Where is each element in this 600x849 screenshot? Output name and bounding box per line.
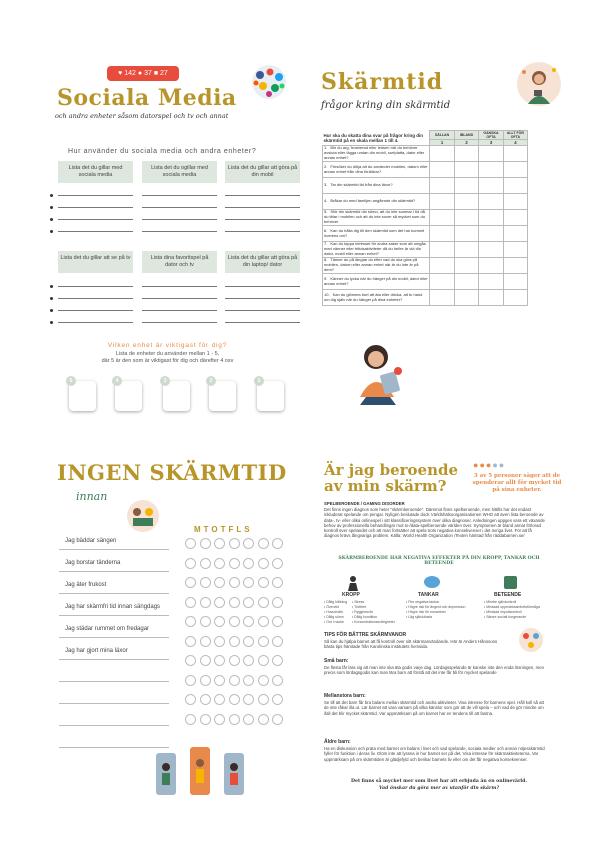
answer-line[interactable] xyxy=(58,219,133,220)
col-allt-for-ofta: ALLT FÖR OFTA xyxy=(503,131,527,140)
kropp-item: • Dålig kondition xyxy=(352,615,378,619)
mellan-title: Mellanstora barn: xyxy=(324,693,366,699)
thought-bubble-icon xyxy=(423,575,441,590)
people-icon-row xyxy=(473,460,505,470)
table-row xyxy=(323,226,528,242)
answer-line[interactable] xyxy=(58,298,133,299)
person-icon: ● xyxy=(485,460,493,470)
col-ganska-ofta: GANSKA OFTA xyxy=(479,131,504,140)
rank-heading: Vilken enhet är viktigast för dig? xyxy=(107,342,228,349)
table-row xyxy=(323,178,528,194)
rating-cell[interactable] xyxy=(503,178,527,194)
bullet-dot xyxy=(50,309,53,312)
answer-line[interactable] xyxy=(225,286,300,287)
scale-2: 2 xyxy=(454,140,478,146)
sociala-subtitle: och andra enheter såsom datorspel och tv och annat xyxy=(55,112,229,120)
checkbox-circle[interactable] xyxy=(272,636,283,647)
question-number: 7. xyxy=(324,241,328,247)
task-label: Jag bäddar sängen xyxy=(65,538,117,544)
answer-line[interactable] xyxy=(142,286,217,287)
beteende-item: • Sämre socialt fungerande xyxy=(484,615,527,619)
checkbox-circle[interactable] xyxy=(185,694,196,705)
answer-line[interactable] xyxy=(58,322,133,323)
task-underline xyxy=(59,593,169,594)
table-row xyxy=(323,146,528,162)
rating-cell[interactable] xyxy=(430,274,455,290)
checkbox-circle[interactable] xyxy=(243,577,254,588)
answer-line[interactable] xyxy=(58,195,133,196)
table-row xyxy=(323,210,528,226)
panel-beroende xyxy=(318,440,570,820)
checkbox-circle[interactable] xyxy=(200,538,211,549)
empty-task-line[interactable] xyxy=(59,703,169,704)
rating-cell[interactable] xyxy=(503,242,527,258)
person-icon: ● xyxy=(137,70,143,77)
checkbox-circle[interactable] xyxy=(185,655,196,666)
checkbox-circle[interactable] xyxy=(258,558,269,569)
col-ibland: IBLAND xyxy=(454,131,478,140)
beroende-title-1: Är jag beroende xyxy=(324,461,459,479)
rating-cell[interactable] xyxy=(454,258,478,274)
rating-cell[interactable] xyxy=(454,162,478,178)
comments-count: 27 xyxy=(160,70,168,77)
ingen-title: INGEN SKÄRMTID xyxy=(57,460,287,485)
task-underline xyxy=(59,637,169,638)
question-number: 3. xyxy=(324,182,328,188)
table-row xyxy=(323,274,528,290)
checkbox-circle[interactable] xyxy=(229,714,240,725)
question-number: 8. xyxy=(324,257,328,263)
sociala-title: Sociala Media xyxy=(57,85,237,111)
answer-line[interactable] xyxy=(142,298,217,299)
checkbox-circle[interactable] xyxy=(272,675,283,686)
sma-text: De flesta får lära sig att man inte ska äta godis varje dag. Lördagsspelande är kanske inte den enda lösningen, men precis som lördagsgodis kan man lära barn att förstå att det inte får bli för mycket spelande xyxy=(324,665,544,676)
kropp-item: • Koncentrationssvårigheter xyxy=(352,620,395,624)
question-cell xyxy=(323,258,430,274)
answer-line[interactable] xyxy=(225,207,300,208)
kropp-item: • Ont i nacke xyxy=(324,620,344,624)
ingen-subtitle: innan xyxy=(76,490,108,503)
answer-line[interactable] xyxy=(225,298,300,299)
beroende-title-2: av min skärm? xyxy=(324,477,447,495)
checkbox-circle[interactable] xyxy=(214,655,225,666)
rating-cell[interactable] xyxy=(479,242,504,258)
section-heading: SPELBEROENDE / GAMING DISORDER xyxy=(324,501,405,506)
checkbox-circle[interactable] xyxy=(243,616,254,627)
checkbox-circle[interactable] xyxy=(185,616,196,627)
rank-text-1: Lista de enheter du använder mellan 1 - 5, xyxy=(115,351,220,357)
answer-line[interactable] xyxy=(142,207,217,208)
rating-cell[interactable] xyxy=(430,210,455,226)
checkbox-circle[interactable] xyxy=(258,655,269,666)
rating-cell[interactable] xyxy=(430,194,455,210)
rating-cell[interactable] xyxy=(503,258,527,274)
question-text: Blir du arg, frustrerad eller ledsen när du behöver avsluta eller lägga undan din mobil, surfplatta, dator eller annan enhet? xyxy=(324,145,425,160)
checkbox-circle[interactable] xyxy=(214,616,225,627)
checkbox-circle[interactable] xyxy=(200,714,211,725)
checkbox-circle[interactable] xyxy=(200,655,211,666)
task-underline xyxy=(59,615,169,616)
checkbox-circle[interactable] xyxy=(243,675,254,686)
checkbox-circle[interactable] xyxy=(243,558,254,569)
checkbox-circle[interactable] xyxy=(258,597,269,608)
beteende-title: BETEENDE xyxy=(494,592,522,598)
person-icon: ● xyxy=(473,460,480,470)
tankar-item: • Högre risk för ensamhet xyxy=(406,610,446,614)
checkbox-circle[interactable] xyxy=(243,597,254,608)
checkbox-circle[interactable] xyxy=(200,597,211,608)
checkbox-circle[interactable] xyxy=(229,636,240,647)
rating-cell[interactable] xyxy=(479,226,504,242)
kropp-item: • Huvudvärk xyxy=(324,610,343,614)
task-label: Jag borstar tänderna xyxy=(65,560,121,566)
question-cell xyxy=(323,210,430,226)
checkbox-circle[interactable] xyxy=(258,694,269,705)
task-label: Jag äter frukost xyxy=(65,582,107,588)
rating-cell[interactable] xyxy=(430,178,455,194)
notification-badges xyxy=(107,66,179,81)
tankar-item: • Låg självkänsla xyxy=(406,615,433,619)
kids-reading-illustration xyxy=(123,498,163,534)
checkbox-circle[interactable] xyxy=(229,694,240,705)
scale-3: 3 xyxy=(479,140,504,146)
checkbox-circle[interactable] xyxy=(258,616,269,627)
question-cell xyxy=(323,290,430,306)
answer-line[interactable] xyxy=(142,231,217,232)
checkbox-circle[interactable] xyxy=(272,655,283,666)
tips-intro: Så kan du hjälpa barnet att få kontroll över sitt skärmanvändande. Här är Anders Hånssons bästa tips hämtade från Karolinska institutets hemsida. xyxy=(324,639,498,650)
task-underline xyxy=(59,659,169,660)
rating-cell[interactable] xyxy=(479,178,504,194)
box-mobile: Lista det du gillar att göra på din mobil xyxy=(225,161,300,183)
answer-line[interactable] xyxy=(58,286,133,287)
checkbox-circle[interactable] xyxy=(185,558,196,569)
ranking-card-number: 2 xyxy=(206,376,216,386)
answer-line[interactable] xyxy=(58,207,133,208)
kropp-item: • Ryggbesvär xyxy=(352,610,373,614)
skarmtid-table-wrap xyxy=(322,130,528,306)
checkbox-circle[interactable] xyxy=(272,577,283,588)
kropp-title: KROPP xyxy=(342,592,360,598)
checkbox-circle[interactable] xyxy=(243,538,254,549)
rating-cell[interactable] xyxy=(479,210,504,226)
answer-line[interactable] xyxy=(225,310,300,311)
mellan-text: Se till att det barn får bra balans mellan skärmtid och andra aktiviteter. Visa intresse för barnens spel. Håll koll så att de inte råkar illa ut. Lär barnet att vara varsam på vilka känslor som gör att de vill spela – och vad de gör mindre om ifall det blir mycket skärmtid. Var uppmärksam på om barnet har en tendens till att fastna. xyxy=(324,700,544,716)
intro-text: Det finns ingen diagnos som heter "skärmberoende". Däremot finns spelberoende, men hittills har det endast inkluderat spelande om pengar. Nyligen beslutade dock Världshälsoorganisationen WHO att även lista beroende av data-, tv- eller olika onlinespel i sitt klassificeringssystem över olika diagnoser. Anledningen uppges vara ett växande behov av professionella behandlingar mot tv-/data-spelberoende världen över. Symptomen är bland annat förlorad kontroll över spelandet och att man fortsätter att spela trots negativa konsekvenser i det övriga livet. För att få diagnos krävs långvariga problem. Källa: World Health Organization /Texten hämtad från räddabarnen.se/ xyxy=(324,507,545,539)
rating-cell[interactable] xyxy=(430,162,455,178)
person-icon: ● xyxy=(492,460,499,470)
weekday-letters: MTOTFLS xyxy=(194,525,253,534)
box-tv: Lista det du gillar att se på tv xyxy=(58,251,133,273)
checkbox-circle[interactable] xyxy=(214,558,225,569)
task-label: Jag har gjort mina läxor xyxy=(65,648,128,654)
scale-1: 1 xyxy=(430,140,455,146)
question-number: 2. xyxy=(324,163,328,169)
rating-cell[interactable] xyxy=(454,194,478,210)
person-icon: ● xyxy=(479,460,486,470)
skarmtid-title: Skärmtid xyxy=(321,69,444,95)
answer-line[interactable] xyxy=(225,219,300,220)
girl-with-tablet-illustration xyxy=(346,337,411,407)
rating-cell[interactable] xyxy=(479,258,504,274)
panel-ingen-skarmtid xyxy=(35,440,300,820)
checkbox-circle[interactable] xyxy=(258,538,269,549)
checkbox-circle[interactable] xyxy=(200,577,211,588)
checkbox-circle[interactable] xyxy=(258,714,269,725)
question-text: Bråkar du med familjen angående din skärmtid? xyxy=(330,198,416,204)
checkbox-circle[interactable] xyxy=(200,675,211,686)
rating-cell[interactable] xyxy=(430,290,455,306)
checkbox-circle[interactable] xyxy=(258,675,269,686)
checkbox-circle[interactable] xyxy=(229,558,240,569)
rating-cell[interactable] xyxy=(454,226,478,242)
rank-text-2: där 5 är den som är viktigast för dig och därefter 4 osv xyxy=(101,358,234,364)
beteende-item: • Minskad uppmärksamhetsförmåga xyxy=(484,605,540,609)
bullet-dot xyxy=(50,297,53,300)
rating-cell[interactable] xyxy=(430,258,455,274)
scale-4: 4 xyxy=(503,140,527,146)
likes-count: 142 xyxy=(124,70,136,77)
checkbox-circle[interactable] xyxy=(229,675,240,686)
kropp-item: • Trötthet xyxy=(352,605,367,609)
footer-line-1: Det finns så mycket mer som livet har att erbjuda än en onlinevärld. xyxy=(351,779,527,784)
side-quote: 3 av 5 personer säger att de spenderar allt för mycket tid på sina enheter. xyxy=(472,473,562,493)
checkbox-circle[interactable] xyxy=(229,538,240,549)
rating-cell[interactable] xyxy=(479,290,504,306)
box-games: Lista dina favoritspel på dator och tv xyxy=(142,251,217,273)
kropp-item: • Dålig hållning xyxy=(324,600,348,604)
rating-cell[interactable] xyxy=(454,146,478,162)
question-number: 10. xyxy=(324,291,330,297)
tankar-item: • Högre risk för ångest och depression xyxy=(406,605,466,609)
effects-heading: SKÄRMBEROENDE HAR NEGATIVA EFFEKTER PÅ DIN KROPP, TANKAR OCH BETEENDE xyxy=(338,556,540,567)
checkbox-circle[interactable] xyxy=(272,558,283,569)
kropp-item: • Dålig sömn xyxy=(324,615,344,619)
checkbox-circle[interactable] xyxy=(272,714,283,725)
sma-title: Små barn: xyxy=(324,658,349,664)
checkbox-circle[interactable] xyxy=(243,694,254,705)
panel-skarmtid xyxy=(318,55,570,425)
beteende-item: • Mindre självkontroll xyxy=(484,600,517,604)
answer-line[interactable] xyxy=(225,195,300,196)
checkbox-circle[interactable] xyxy=(185,597,196,608)
checkbox-circle[interactable] xyxy=(272,616,283,627)
rating-cell[interactable] xyxy=(503,274,527,290)
checkbox-circle[interactable] xyxy=(200,616,211,627)
checkbox-circle[interactable] xyxy=(185,636,196,647)
checkbox-circle[interactable] xyxy=(243,636,254,647)
question-cell xyxy=(323,274,430,290)
rating-cell[interactable] xyxy=(479,146,504,162)
skarmtid-table xyxy=(322,130,528,306)
checkbox-circle[interactable] xyxy=(185,577,196,588)
question-text: Stör din skärmtid din sömn, att du inte somnar i tid då du tittar i mobilen och att du inte sover så mycket som du behöver xyxy=(324,209,425,224)
bullet-dot xyxy=(50,218,53,221)
question-cell xyxy=(323,242,430,258)
checkbox-circle[interactable] xyxy=(258,577,269,588)
tankar-title: TANKAR xyxy=(418,592,439,598)
body-icon xyxy=(345,575,361,591)
beteende-item: • Minskad impulskontroll xyxy=(484,610,522,614)
checkbox-circle[interactable] xyxy=(214,577,225,588)
rating-cell[interactable] xyxy=(479,162,504,178)
collaboration-illustration xyxy=(516,626,546,654)
question-text: Kan du tappa intresset för andra saker som att umgås med vänner eller fritidsaktiviteter då du hellre är vid din dator, mobil eller annan enhet? xyxy=(324,241,426,256)
task-label: Jag har skärmfri tid innan sängdags xyxy=(65,604,161,610)
aldre-text: Ha en diskussion och prata med barnet om balans i livet och vad spelande, sociala medier och annan nöjesskärmtid fyller för funktion i deras liv. Glöm inte att lyssna in hur barnet ser på det. Visa intresse för skärmaktiviteterna. Var uppmärksam på om skärmtiden är glädjefyld och berikar barnets liv eller om det får negativa konsekvenser. xyxy=(324,746,545,762)
social-globe-icon xyxy=(248,63,290,101)
puzzle-icon xyxy=(503,575,518,590)
checkbox-circle[interactable] xyxy=(229,597,240,608)
ranking-card-number: 1 xyxy=(254,376,264,386)
checkbox-circle[interactable] xyxy=(185,714,196,725)
person-icon: ● xyxy=(498,460,506,470)
question-number: 6. xyxy=(324,227,328,233)
empty-task-line[interactable] xyxy=(59,681,169,682)
table-row xyxy=(323,162,528,178)
question-cell xyxy=(323,226,430,242)
question-cell xyxy=(323,146,430,162)
phones-with-kids-illustration xyxy=(150,745,250,800)
checkbox-circle[interactable] xyxy=(200,636,211,647)
question-text: Försöker du dölja att du använder mobilen, datorn eller annan enhet från dina föräldrar? xyxy=(324,163,428,174)
checkbox-circle[interactable] xyxy=(214,714,225,725)
rating-cell[interactable] xyxy=(503,162,527,178)
question-text: Kan du glömma bort att äta eller dricka, att tu hand om dig själv när du hänger på dina enheter? xyxy=(324,291,423,302)
question-text: Känner du lycka när du hänger på din mobil, dator eller annan enhet? xyxy=(324,275,428,286)
rating-cell[interactable] xyxy=(503,210,527,226)
bullet-dot xyxy=(50,321,53,324)
question-text: Tar din skärmtid tid från dina läxor? xyxy=(330,182,393,188)
ranking-card-number: 3 xyxy=(160,376,170,386)
checkbox-circle[interactable] xyxy=(229,655,240,666)
table-row xyxy=(323,258,528,274)
checkbox-circle[interactable] xyxy=(185,538,196,549)
checkbox-circle[interactable] xyxy=(229,577,240,588)
checkbox-circle[interactable] xyxy=(214,597,225,608)
checkbox-circle[interactable] xyxy=(272,597,283,608)
box-like-social: Lista det du gillar med sociala media xyxy=(58,161,133,183)
checkbox-circle[interactable] xyxy=(258,636,269,647)
task-underline xyxy=(59,571,169,572)
answer-line[interactable] xyxy=(58,231,133,232)
rating-cell[interactable] xyxy=(454,210,478,226)
question-cell xyxy=(323,162,430,178)
checkbox-circle[interactable] xyxy=(214,538,225,549)
question-number: 4. xyxy=(324,198,328,204)
question-text: Tänker du på längtar du efter vad du ska göra på mobilen, datorn eller annan enhet när är du inte är på dem? xyxy=(324,257,419,272)
girl-with-phone-illustration xyxy=(514,60,564,108)
box-dislike-social: Lista det du ogillar med sociala media xyxy=(142,161,217,183)
checkbox-circle[interactable] xyxy=(214,636,225,647)
ranking-card-number: 4 xyxy=(112,376,122,386)
question-cell xyxy=(323,194,430,210)
rating-cell[interactable] xyxy=(454,274,478,290)
table-row xyxy=(323,194,528,210)
kropp-item: • Övervikt xyxy=(324,605,340,609)
task-underline xyxy=(59,549,169,550)
answer-line[interactable] xyxy=(58,310,133,311)
checkbox-circle[interactable] xyxy=(214,675,225,686)
rating-cell[interactable] xyxy=(503,290,527,306)
table-row xyxy=(323,242,528,258)
sociala-question: Hur använder du sociala media och andra enheter? xyxy=(68,148,257,155)
checkbox-circle[interactable] xyxy=(243,655,254,666)
rating-cell[interactable] xyxy=(454,178,478,194)
kropp-item: • Stress xyxy=(352,600,365,604)
answer-line[interactable] xyxy=(225,231,300,232)
rating-cell[interactable] xyxy=(430,226,455,242)
answer-line[interactable] xyxy=(142,219,217,220)
bullet-dot xyxy=(50,206,53,209)
heart-icon: ♥ xyxy=(118,70,123,77)
task-label: Jag städar rummet om fredagar xyxy=(65,626,150,632)
col-sallan: SÄLLAN xyxy=(430,131,455,140)
empty-task-line[interactable] xyxy=(59,725,169,726)
checkbox-circle[interactable] xyxy=(200,558,211,569)
tips-heading: TIPS FÖR BÄTTRE SKÄRMVANOR xyxy=(324,632,407,638)
bullet-dot xyxy=(50,194,53,197)
box-laptop: Lista det du gillar att göra på din laptop/ dator xyxy=(225,251,300,273)
answer-line[interactable] xyxy=(142,322,217,323)
panel-sociala-media xyxy=(35,55,300,425)
footer-line-2: Vad önskar du göra mer av utanför din skärm? xyxy=(378,786,500,791)
bullet-dot xyxy=(50,285,53,288)
aldre-title: Äldre barn: xyxy=(324,739,351,745)
checkbox-circle[interactable] xyxy=(272,694,283,705)
table-row xyxy=(323,290,528,306)
rating-cell[interactable] xyxy=(430,146,455,162)
checkbox-circle[interactable] xyxy=(243,714,254,725)
question-cell xyxy=(323,178,430,194)
question-text: Kan du hålla dig till den skärmtid som det har kommit överens om? xyxy=(324,227,425,238)
checkbox-circle[interactable] xyxy=(200,694,211,705)
rating-cell[interactable] xyxy=(479,194,504,210)
followers-count: 37 xyxy=(144,70,152,77)
checkbox-circle[interactable] xyxy=(229,616,240,627)
checkbox-circle[interactable] xyxy=(272,538,283,549)
question-number: 5. xyxy=(324,209,328,215)
checkbox-circle[interactable] xyxy=(214,694,225,705)
comment-icon: ■ xyxy=(153,70,159,77)
rating-cell[interactable] xyxy=(503,194,527,210)
rating-cell[interactable] xyxy=(454,242,478,258)
ranking-card-number: 5 xyxy=(66,376,76,386)
skarmtid-subtitle: frågor kring din skärmtid xyxy=(321,100,451,111)
answer-line[interactable] xyxy=(142,195,217,196)
question-number: 1. xyxy=(324,145,328,151)
answer-line[interactable] xyxy=(142,310,217,311)
rating-cell[interactable] xyxy=(503,146,527,162)
rating-cell[interactable] xyxy=(503,226,527,242)
rating-cell[interactable] xyxy=(479,274,504,290)
rating-cell[interactable] xyxy=(454,290,478,306)
bullet-dot xyxy=(50,230,53,233)
answer-line[interactable] xyxy=(225,322,300,323)
rating-cell[interactable] xyxy=(430,242,455,258)
tankar-item: • Fler negativa tankar xyxy=(406,600,440,604)
checkbox-circle[interactable] xyxy=(185,675,196,686)
table-header-question: Hur ska du skatta dina svar på frågor kring din skärmtid på en skala mellan 1 till 4. xyxy=(323,132,424,143)
question-number: 9. xyxy=(324,275,328,281)
